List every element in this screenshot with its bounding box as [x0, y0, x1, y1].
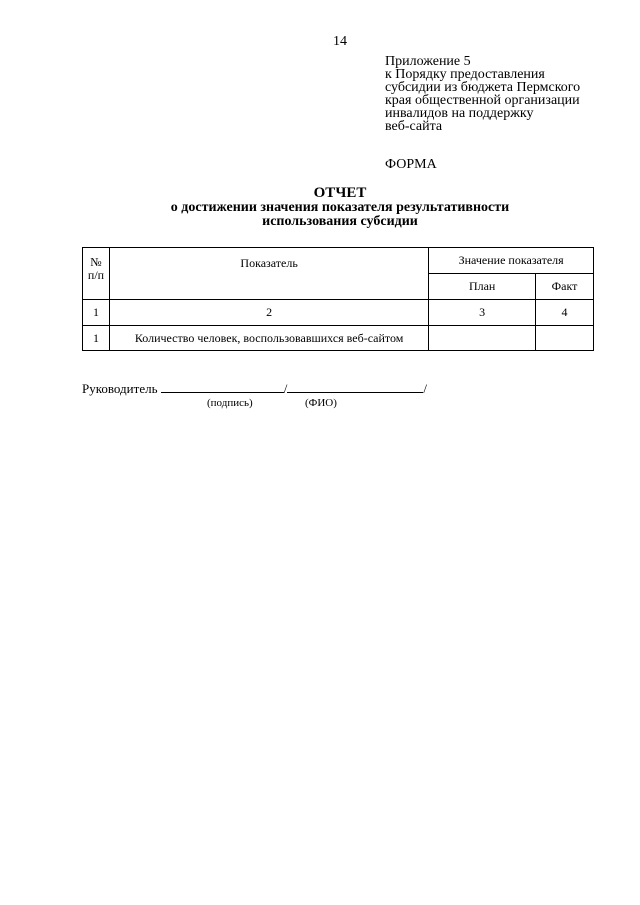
- report-table: [82, 247, 594, 351]
- title-line-2: использования субсидии: [262, 214, 418, 229]
- column-number: 1: [83, 300, 110, 326]
- appendix-line: края общественной организации: [385, 93, 580, 108]
- signature-line: [82, 380, 427, 397]
- appendix-line: субсидии из бюджета Пермского: [385, 80, 581, 95]
- title-line-1: о достижении значения показателя результативности: [170, 200, 510, 215]
- page-number: 14: [333, 34, 347, 49]
- signature-separator: /: [283, 381, 288, 396]
- column-number: 2: [109, 300, 428, 326]
- header-plan: План: [429, 274, 536, 300]
- appendix-line: инвалидов на поддержку: [385, 106, 534, 121]
- appendix-line: Приложение 5: [385, 54, 471, 69]
- row-indicator: Количество человек, воспользовавшихся веб-сайтом: [109, 326, 428, 351]
- column-number-row: [83, 300, 594, 326]
- row-fact[interactable]: [536, 326, 594, 351]
- signature-label: Руководитель: [82, 381, 158, 396]
- appendix-line: к Порядку предоставления: [385, 67, 545, 82]
- signature-field[interactable]: [161, 380, 284, 393]
- title-main: ОТЧЕТ: [313, 185, 367, 201]
- column-number: 3: [429, 300, 536, 326]
- header-num: № п/п: [83, 248, 110, 300]
- header-indicator: Показатель: [109, 248, 428, 300]
- table-row: [83, 326, 594, 351]
- header-fact: Факт: [536, 274, 594, 300]
- form-label: ФОРМА: [385, 157, 437, 172]
- signature-caption: (подпись): [207, 397, 253, 409]
- row-plan[interactable]: [429, 326, 536, 351]
- signature-separator: /: [423, 381, 427, 396]
- header-value-group: Значение показателя: [429, 248, 594, 274]
- name-field[interactable]: [287, 380, 423, 393]
- row-num: 1: [83, 326, 110, 351]
- column-number: 4: [536, 300, 594, 326]
- appendix-line: веб-сайта: [385, 119, 443, 134]
- name-caption: (ФИО): [305, 397, 337, 409]
- appendix-block: [385, 55, 625, 133]
- document-title: [20, 186, 640, 229]
